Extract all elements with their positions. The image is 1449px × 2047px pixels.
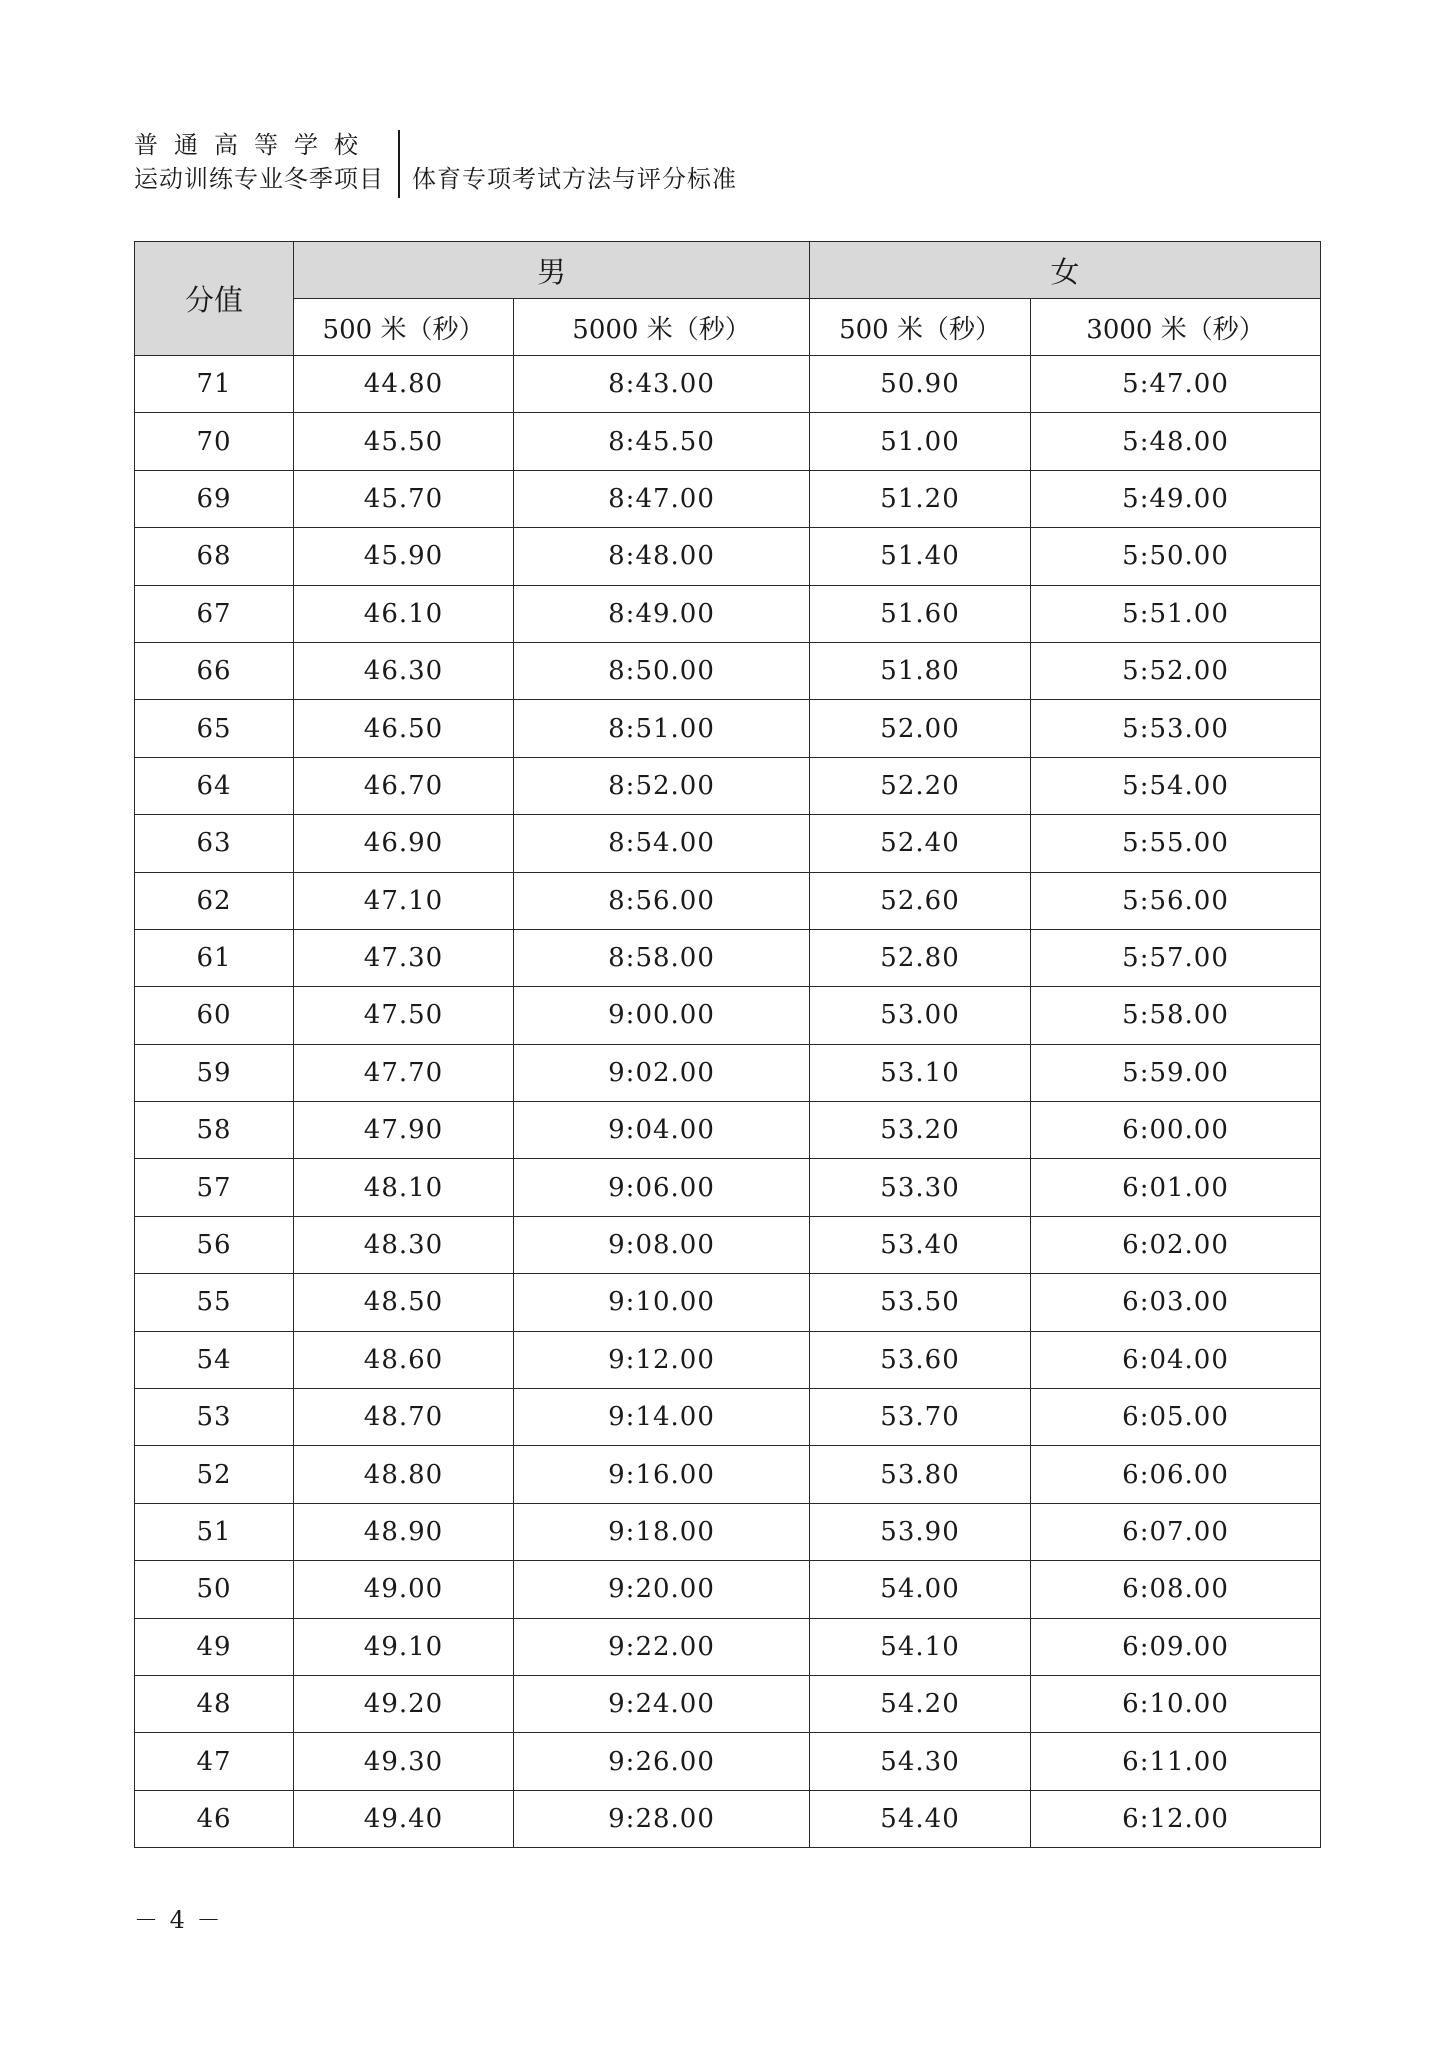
female-3000m-cell: 5:48.00 (1031, 413, 1321, 470)
male-500m-cell: 49.10 (294, 1618, 514, 1675)
male-5000m-cell: 8:50.00 (514, 642, 810, 699)
score-cell: 63 (135, 815, 294, 872)
header-row-groups (135, 242, 1321, 299)
male-500m-cell: 44.80 (294, 356, 514, 413)
female-3000m-cell: 6:12.00 (1031, 1790, 1321, 1847)
table-row (135, 1790, 1321, 1847)
male-5000m-cell: 8:54.00 (514, 815, 810, 872)
table-row (135, 1389, 1321, 1446)
table-row (135, 1102, 1321, 1159)
female-3000m-cell: 6:07.00 (1031, 1503, 1321, 1560)
female-3000m-cell: 6:09.00 (1031, 1618, 1321, 1675)
table-row (135, 757, 1321, 814)
female-3000m-cell: 5:49.00 (1031, 470, 1321, 527)
header-school-line: 普通高等学校 (134, 131, 374, 159)
male-500m-cell: 48.80 (294, 1446, 514, 1503)
table-row (135, 470, 1321, 527)
female-500m-cell: 53.10 (810, 1044, 1031, 1101)
score-cell: 65 (135, 700, 294, 757)
male-500m-cell: 49.20 (294, 1675, 514, 1732)
male-500m-cell: 47.30 (294, 929, 514, 986)
male-5000m-cell: 8:47.00 (514, 470, 810, 527)
male-500m-cell: 48.50 (294, 1274, 514, 1331)
male-5000m-cell: 9:24.00 (514, 1675, 810, 1732)
male-500m-cell: 48.70 (294, 1389, 514, 1446)
female-3000m-cell: 6:03.00 (1031, 1274, 1321, 1331)
score-cell: 55 (135, 1274, 294, 1331)
score-cell: 50 (135, 1561, 294, 1618)
score-cell: 51 (135, 1503, 294, 1560)
female-3000m-cell: 5:53.00 (1031, 700, 1321, 757)
female-500m-cell: 51.60 (810, 585, 1031, 642)
table-row (135, 356, 1321, 413)
female-500m-cell: 52.00 (810, 700, 1031, 757)
table-row (135, 642, 1321, 699)
header-row-events (135, 299, 1321, 356)
female-3000m-cell: 5:54.00 (1031, 757, 1321, 814)
male-5000m-cell: 8:45.50 (514, 413, 810, 470)
female-3000m-cell: 6:06.00 (1031, 1446, 1321, 1503)
table-row (135, 987, 1321, 1044)
score-cell: 57 (135, 1159, 294, 1216)
male-5000m-cell: 9:26.00 (514, 1733, 810, 1790)
table-row (135, 1733, 1321, 1790)
female-3000m-cell: 5:47.00 (1031, 356, 1321, 413)
table-row (135, 1446, 1321, 1503)
table-row (135, 1331, 1321, 1388)
male-500m-cell: 46.30 (294, 642, 514, 699)
female-3000m-cell: 5:58.00 (1031, 987, 1321, 1044)
score-cell: 49 (135, 1618, 294, 1675)
table-row (135, 815, 1321, 872)
male-500m-cell: 45.50 (294, 413, 514, 470)
score-cell: 47 (135, 1733, 294, 1790)
score-cell: 67 (135, 585, 294, 642)
score-column-header: 分值 (135, 242, 294, 356)
header-left-block (134, 128, 384, 198)
score-table-body (135, 356, 1321, 1848)
female-500m-cell: 54.00 (810, 1561, 1031, 1618)
male-5000m-cell: 9:04.00 (514, 1102, 810, 1159)
score-cell: 62 (135, 872, 294, 929)
male-5000m-cell: 8:48.00 (514, 528, 810, 585)
table-row (135, 1503, 1321, 1560)
male-5000m-cell: 9:22.00 (514, 1618, 810, 1675)
female-3000m-cell: 5:56.00 (1031, 872, 1321, 929)
male-5000m-cell: 8:58.00 (514, 929, 810, 986)
female-500m-cell: 51.40 (810, 528, 1031, 585)
male-5000m-header: 5000 米（秒） (514, 299, 810, 356)
male-500m-cell: 45.70 (294, 470, 514, 527)
score-table (134, 241, 1321, 1848)
male-500m-cell: 46.10 (294, 585, 514, 642)
score-cell: 70 (135, 413, 294, 470)
page-number: － 4 － (134, 1906, 223, 1934)
male-5000m-cell: 8:49.00 (514, 585, 810, 642)
page-header (134, 128, 737, 198)
male-500m-cell: 46.70 (294, 757, 514, 814)
score-cell: 61 (135, 929, 294, 986)
male-5000m-cell: 9:10.00 (514, 1274, 810, 1331)
female-500m-cell: 51.20 (810, 470, 1031, 527)
male-5000m-cell: 8:51.00 (514, 700, 810, 757)
female-500m-cell: 51.80 (810, 642, 1031, 699)
score-cell: 66 (135, 642, 294, 699)
table-row (135, 1274, 1321, 1331)
male-500m-header: 500 米（秒） (294, 299, 514, 356)
male-5000m-cell: 8:56.00 (514, 872, 810, 929)
male-500m-cell: 48.90 (294, 1503, 514, 1560)
female-500m-cell: 51.00 (810, 413, 1031, 470)
female-500m-cell: 54.10 (810, 1618, 1031, 1675)
female-500m-header: 500 米（秒） (810, 299, 1031, 356)
female-500m-cell: 52.40 (810, 815, 1031, 872)
male-5000m-cell: 9:06.00 (514, 1159, 810, 1216)
score-cell: 64 (135, 757, 294, 814)
female-500m-cell: 54.40 (810, 1790, 1031, 1847)
female-3000m-cell: 5:57.00 (1031, 929, 1321, 986)
female-500m-cell: 54.20 (810, 1675, 1031, 1732)
female-500m-cell: 53.30 (810, 1159, 1031, 1216)
female-500m-cell: 52.20 (810, 757, 1031, 814)
male-500m-cell: 48.60 (294, 1331, 514, 1388)
male-500m-cell: 47.70 (294, 1044, 514, 1101)
male-5000m-cell: 9:00.00 (514, 987, 810, 1044)
table-row (135, 1675, 1321, 1732)
score-cell: 54 (135, 1331, 294, 1388)
female-3000m-header: 3000 米（秒） (1031, 299, 1321, 356)
score-cell: 48 (135, 1675, 294, 1732)
female-3000m-cell: 5:51.00 (1031, 585, 1321, 642)
table-row (135, 872, 1321, 929)
score-cell: 69 (135, 470, 294, 527)
table-row (135, 700, 1321, 757)
male-5000m-cell: 9:18.00 (514, 1503, 810, 1560)
male-500m-cell: 49.40 (294, 1790, 514, 1847)
table-row (135, 528, 1321, 585)
male-group-header: 男 (294, 242, 810, 299)
male-500m-cell: 45.90 (294, 528, 514, 585)
male-500m-cell: 49.00 (294, 1561, 514, 1618)
female-500m-cell: 53.70 (810, 1389, 1031, 1446)
female-500m-cell: 53.80 (810, 1446, 1031, 1503)
score-cell: 46 (135, 1790, 294, 1847)
header-title: 体育专项考试方法与评分标准 (412, 164, 737, 193)
table-row (135, 585, 1321, 642)
table-row (135, 1216, 1321, 1273)
male-5000m-cell: 8:52.00 (514, 757, 810, 814)
score-cell: 58 (135, 1102, 294, 1159)
female-500m-cell: 53.20 (810, 1102, 1031, 1159)
male-5000m-cell: 9:16.00 (514, 1446, 810, 1503)
female-500m-cell: 53.50 (810, 1274, 1031, 1331)
table-row (135, 1618, 1321, 1675)
header-divider (398, 130, 400, 198)
male-500m-cell: 46.90 (294, 815, 514, 872)
header-program-line: 运动训练专业冬季项目 (134, 165, 384, 193)
female-3000m-cell: 6:11.00 (1031, 1733, 1321, 1790)
female-3000m-cell: 5:50.00 (1031, 528, 1321, 585)
female-3000m-cell: 6:05.00 (1031, 1389, 1321, 1446)
female-500m-cell: 54.30 (810, 1733, 1031, 1790)
female-500m-cell: 53.60 (810, 1331, 1031, 1388)
female-3000m-cell: 5:52.00 (1031, 642, 1321, 699)
score-cell: 68 (135, 528, 294, 585)
male-5000m-cell: 8:43.00 (514, 356, 810, 413)
score-cell: 52 (135, 1446, 294, 1503)
male-500m-cell: 47.50 (294, 987, 514, 1044)
male-500m-cell: 47.90 (294, 1102, 514, 1159)
table-row (135, 1159, 1321, 1216)
female-3000m-cell: 6:08.00 (1031, 1561, 1321, 1618)
female-3000m-cell: 6:02.00 (1031, 1216, 1321, 1273)
female-3000m-cell: 6:04.00 (1031, 1331, 1321, 1388)
female-3000m-cell: 6:10.00 (1031, 1675, 1321, 1732)
female-3000m-cell: 5:55.00 (1031, 815, 1321, 872)
score-cell: 56 (135, 1216, 294, 1273)
male-5000m-cell: 9:14.00 (514, 1389, 810, 1446)
female-3000m-cell: 6:01.00 (1031, 1159, 1321, 1216)
table-row (135, 929, 1321, 986)
table-row (135, 1561, 1321, 1618)
female-500m-cell: 50.90 (810, 356, 1031, 413)
score-cell: 53 (135, 1389, 294, 1446)
female-500m-cell: 53.00 (810, 987, 1031, 1044)
female-500m-cell: 52.80 (810, 929, 1031, 986)
male-5000m-cell: 9:20.00 (514, 1561, 810, 1618)
table-row (135, 1044, 1321, 1101)
male-500m-cell: 48.30 (294, 1216, 514, 1273)
male-5000m-cell: 9:02.00 (514, 1044, 810, 1101)
female-3000m-cell: 5:59.00 (1031, 1044, 1321, 1101)
male-5000m-cell: 9:08.00 (514, 1216, 810, 1273)
male-5000m-cell: 9:28.00 (514, 1790, 810, 1847)
male-500m-cell: 49.30 (294, 1733, 514, 1790)
male-5000m-cell: 9:12.00 (514, 1331, 810, 1388)
female-3000m-cell: 6:00.00 (1031, 1102, 1321, 1159)
female-500m-cell: 52.60 (810, 872, 1031, 929)
score-cell: 59 (135, 1044, 294, 1101)
female-group-header: 女 (810, 242, 1321, 299)
female-500m-cell: 53.40 (810, 1216, 1031, 1273)
score-cell: 71 (135, 356, 294, 413)
male-500m-cell: 48.10 (294, 1159, 514, 1216)
table-row (135, 413, 1321, 470)
female-500m-cell: 53.90 (810, 1503, 1031, 1560)
male-500m-cell: 47.10 (294, 872, 514, 929)
male-500m-cell: 46.50 (294, 700, 514, 757)
score-cell: 60 (135, 987, 294, 1044)
